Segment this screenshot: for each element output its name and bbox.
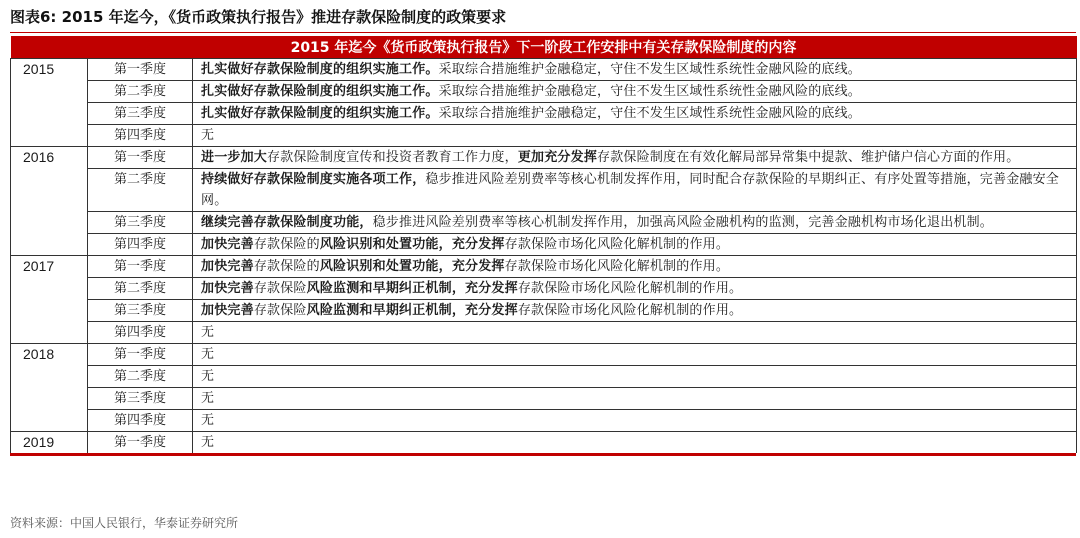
policy-text-cell xyxy=(193,432,1077,454)
bold-text-segment: 扎实做好存款保险制度的组织实施工作。 xyxy=(201,84,439,99)
text-segment: 稳步推进风险差别费率等核心机制发挥作用，加强高风险金融机构的监测，完善金融机构市场化退出机制。 xyxy=(372,215,994,230)
bold-text-segment: 加快完善 xyxy=(201,303,254,318)
text-segment: 无 xyxy=(201,391,215,406)
text-segment: 无 xyxy=(201,128,215,143)
text-segment: 存款保险的 xyxy=(253,259,320,274)
policy-table xyxy=(10,36,1077,453)
table-row xyxy=(11,322,1077,344)
table-row xyxy=(11,103,1077,125)
table-row xyxy=(11,147,1077,169)
quarter-cell: 第二季度 xyxy=(88,169,193,212)
quarter-cell: 第一季度 xyxy=(88,256,193,278)
bold-text-segment: 加快完善 xyxy=(201,259,254,274)
year-cell: 2016 xyxy=(11,147,88,256)
bold-text-segment: 扎实做好存款保险制度的组织实施工作。 xyxy=(201,62,439,77)
policy-text-cell xyxy=(193,366,1077,388)
policy-text-cell xyxy=(193,388,1077,410)
quarter-cell: 第三季度 xyxy=(88,212,193,234)
quarter-cell: 第一季度 xyxy=(88,432,193,454)
bold-text-segment: 加快完善 xyxy=(201,281,254,296)
policy-text-cell xyxy=(193,125,1077,147)
text-segment: 存款保险市场化风险化解机制的作用。 xyxy=(517,281,743,296)
year-cell: 2017 xyxy=(11,256,88,344)
text-segment: 存款保险市场化风险化解机制的作用。 xyxy=(517,303,743,318)
table-row xyxy=(11,81,1077,103)
text-segment: 存款保险制度在有效化解局部异常集中提款、维护储户信心方面的作用。 xyxy=(597,150,1020,165)
policy-text-cell xyxy=(193,147,1077,169)
bold-text-segment: 风险监测和早期纠正机制，充分发挥 xyxy=(306,303,518,318)
text-segment: 无 xyxy=(201,325,215,340)
policy-text-cell xyxy=(193,103,1077,125)
bold-text-segment: 继续完善存款保险制度功能， xyxy=(201,215,373,230)
quarter-cell: 第四季度 xyxy=(88,322,193,344)
policy-text-cell xyxy=(193,278,1077,300)
title-rule xyxy=(10,32,1076,33)
policy-text-cell xyxy=(193,212,1077,234)
table-header: 2015 年迄今《货币政策执行报告》下一阶段工作安排中有关存款保险制度的内容 xyxy=(11,36,1077,59)
quarter-cell: 第二季度 xyxy=(88,366,193,388)
text-segment: 采取综合措施维护金融稳定，守住不发生区域性系统性金融风险的底线。 xyxy=(438,62,862,77)
quarter-cell: 第一季度 xyxy=(88,59,193,81)
policy-text-cell xyxy=(193,300,1077,322)
bold-text-segment: 持续做好存款保险制度实施各项工作， xyxy=(201,172,426,187)
quarter-cell: 第一季度 xyxy=(88,344,193,366)
policy-table-container xyxy=(10,36,1076,456)
policy-text-cell xyxy=(193,81,1077,103)
bold-text-segment: 加快完善 xyxy=(201,237,254,252)
text-segment: 存款保险制度宣传和投资者教育工作力度， xyxy=(267,150,518,165)
year-cell: 2015 xyxy=(11,59,88,147)
table-row xyxy=(11,125,1077,147)
table-row xyxy=(11,256,1077,278)
year-cell: 2018 xyxy=(11,344,88,432)
text-segment: 存款保险市场化风险化解机制的作用。 xyxy=(504,259,730,274)
policy-text-cell xyxy=(193,59,1077,81)
bold-text-segment: 风险监测和早期纠正机制，充分发挥 xyxy=(306,281,518,296)
table-row xyxy=(11,366,1077,388)
text-segment: 无 xyxy=(201,347,215,362)
table-row xyxy=(11,234,1077,256)
text-segment: 无 xyxy=(201,435,215,450)
text-segment: 稳步推进风险差别费率等核心机制发挥作用，同时配合存款保险的早期纠正、有序处置等措施，完善金融安全网。 xyxy=(201,172,1060,208)
bold-text-segment: 扎实做好存款保险制度的组织实施工作。 xyxy=(201,106,439,121)
quarter-cell: 第三季度 xyxy=(88,388,193,410)
policy-text-cell xyxy=(193,234,1077,256)
bold-text-segment: 风险识别和处置功能，充分发挥 xyxy=(319,237,505,252)
text-segment: 存款保险 xyxy=(253,281,307,296)
quarter-cell: 第三季度 xyxy=(88,103,193,125)
quarter-cell: 第四季度 xyxy=(88,234,193,256)
table-row xyxy=(11,59,1077,81)
table-row xyxy=(11,169,1077,212)
policy-text-cell xyxy=(193,256,1077,278)
text-segment: 存款保险的 xyxy=(253,237,320,252)
text-segment: 存款保险市场化风险化解机制的作用。 xyxy=(504,237,730,252)
source-note: 资料来源：中国人民银行，华泰证券研究所 xyxy=(10,516,239,530)
policy-text-cell xyxy=(193,169,1077,212)
table-row xyxy=(11,432,1077,454)
text-segment: 无 xyxy=(201,369,215,384)
table-row xyxy=(11,212,1077,234)
table-row xyxy=(11,388,1077,410)
figure-title: 图表6: 2015 年迄今，《货币政策执行报告》推进存款保险制度的政策要求 xyxy=(10,8,507,26)
table-row xyxy=(11,410,1077,432)
year-cell: 2019 xyxy=(11,432,88,454)
table-row xyxy=(11,278,1077,300)
text-segment: 采取综合措施维护金融稳定，守住不发生区域性系统性金融风险的底线。 xyxy=(438,84,862,99)
text-segment: 无 xyxy=(201,413,215,428)
quarter-cell: 第四季度 xyxy=(88,410,193,432)
text-segment: 存款保险 xyxy=(253,303,307,318)
text-segment: 采取综合措施维护金融稳定，守住不发生区域性系统性金融风险的底线。 xyxy=(438,106,862,121)
quarter-cell: 第二季度 xyxy=(88,81,193,103)
table-body xyxy=(11,59,1077,454)
policy-text-cell xyxy=(193,410,1077,432)
policy-text-cell xyxy=(193,344,1077,366)
policy-text-cell xyxy=(193,322,1077,344)
table-row xyxy=(11,300,1077,322)
table-row xyxy=(11,344,1077,366)
quarter-cell: 第四季度 xyxy=(88,125,193,147)
quarter-cell: 第一季度 xyxy=(88,147,193,169)
quarter-cell: 第二季度 xyxy=(88,278,193,300)
table-header-row xyxy=(11,36,1077,59)
quarter-cell: 第三季度 xyxy=(88,300,193,322)
bold-text-segment: 风险识别和处置功能，充分发挥 xyxy=(319,259,505,274)
bold-text-segment: 进一步加大 xyxy=(201,150,268,165)
bold-text-segment: 更加充分发挥 xyxy=(517,150,598,165)
